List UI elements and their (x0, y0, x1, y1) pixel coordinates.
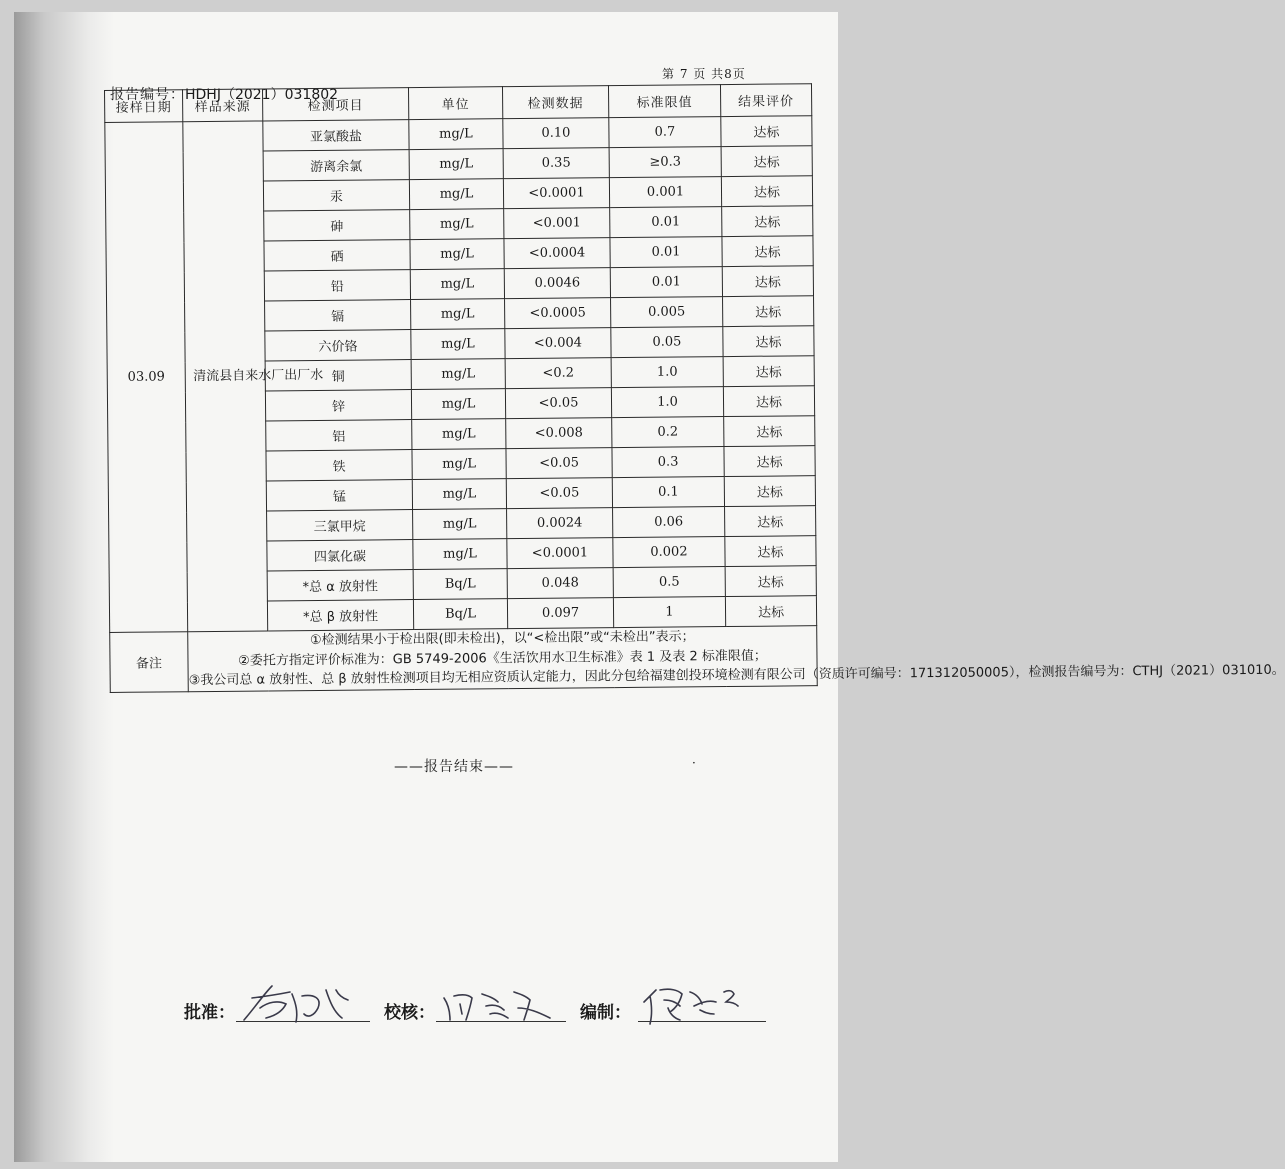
evaluation: 达标 (725, 506, 816, 537)
unit: mg/L (412, 449, 506, 480)
test-value: <0.05 (506, 448, 612, 479)
evaluation: 达标 (722, 236, 813, 267)
test-item: 铅 (264, 270, 410, 301)
unit: Bq/L (413, 599, 507, 630)
test-item: 三氯甲烷 (267, 510, 413, 541)
evaluation: 达标 (723, 386, 814, 417)
standard-limit: 0.1 (612, 477, 724, 508)
test-item: 铁 (266, 450, 412, 481)
evaluation: 达标 (721, 146, 812, 177)
test-value: 0.0046 (504, 268, 610, 299)
scan-speck: · (692, 756, 696, 770)
standard-limit: 0.05 (611, 327, 723, 358)
test-value: <0.05 (505, 388, 611, 419)
standard-limit: 0.001 (609, 177, 721, 208)
evaluation: 达标 (725, 566, 816, 597)
standard-limit: 0.7 (609, 117, 721, 148)
sample-source (183, 121, 324, 632)
test-item: *总 β 放射性 (267, 600, 413, 631)
test-item: 铝 (266, 420, 412, 451)
report-number-value: HDHJ（2021）031802 (185, 87, 339, 103)
unit: mg/L (409, 149, 503, 180)
test-value: <0.0001 (503, 178, 609, 209)
unit: Bq/L (413, 569, 507, 600)
test-value: <0.0004 (504, 238, 610, 269)
results-table (104, 83, 1285, 692)
test-value: <0.2 (505, 358, 611, 389)
evaluation: 达标 (724, 476, 815, 507)
test-value: <0.0001 (507, 538, 613, 569)
test-value: 0.0024 (507, 508, 613, 539)
evaluation: 达标 (722, 266, 813, 297)
unit: mg/L (409, 179, 503, 210)
test-item: 锌 (265, 390, 411, 421)
evaluation: 达标 (724, 416, 815, 447)
signature-block (184, 980, 784, 1030)
review-signature (438, 980, 566, 1028)
review-label: 校核： (384, 1003, 435, 1023)
remarks-row (110, 626, 818, 692)
unit: mg/L (411, 359, 505, 390)
compile-label: 编制： (580, 1003, 631, 1023)
unit: mg/L (412, 419, 506, 450)
unit: mg/L (411, 389, 505, 420)
evaluation: 达标 (723, 326, 814, 357)
standard-limit: 0.01 (610, 207, 722, 238)
standard-limit: 0.01 (610, 237, 722, 268)
unit: mg/L (411, 329, 505, 360)
column-header-eval: 结果评价 (720, 84, 811, 117)
remark-line-1: ①检测结果小于检出限(即未检出)，以“<检出限”或“未检出”表示； (309, 629, 695, 649)
test-item: 镉 (265, 300, 411, 331)
standard-limit: 0.005 (611, 297, 723, 328)
column-header-source: 样品来源 (183, 89, 263, 122)
test-value: <0.05 (506, 478, 612, 509)
unit: mg/L (410, 269, 504, 300)
remarks-content (188, 626, 1285, 692)
sample-date: 03.09 (105, 122, 188, 633)
column-header-unit: 单位 (408, 87, 502, 120)
approve-signature (238, 980, 368, 1028)
evaluation: 达标 (725, 536, 816, 567)
test-value: 0.048 (507, 568, 613, 599)
standard-limit: 0.2 (612, 417, 724, 448)
column-header-limit: 标准限值 (608, 85, 720, 118)
test-item: 砷 (264, 210, 410, 241)
test-item: 亚氯酸盐 (263, 120, 409, 151)
sample-source-text: 清流县自来水厂出厂水 (193, 367, 324, 384)
column-header-value: 检测数据 (502, 86, 608, 119)
evaluation: 达标 (721, 176, 812, 207)
test-value: <0.008 (506, 418, 612, 449)
document-page (14, 12, 1285, 1162)
report-number-label: 报告编号： (110, 87, 185, 103)
evaluation: 达标 (721, 116, 812, 147)
test-item: *总 α 放射性 (267, 570, 413, 601)
test-value: 0.35 (503, 148, 609, 179)
standard-limit: 0.5 (613, 567, 725, 598)
standard-limit: 1.0 (611, 357, 723, 388)
test-value: <0.0005 (505, 298, 611, 329)
standard-limit: 0.06 (613, 507, 725, 538)
test-item: 汞 (263, 180, 409, 211)
evaluation: 达标 (725, 596, 816, 627)
unit: mg/L (413, 539, 507, 570)
evaluation: 达标 (724, 446, 815, 477)
report-end-marker: ——报告结束—— (394, 759, 514, 775)
remark-line-3: ③我公司总 α 放射性、总 β 放射性检测项目均无相应资质认定能力，因此分包给福建创投环境检测有限公司（资质许可编号：171312050005），检测报告编号为：CTHJ（2021）031010。 (188, 662, 1285, 689)
standard-limit: ≥0.3 (609, 147, 721, 178)
test-value: 0.097 (507, 598, 613, 629)
evaluation: 达标 (722, 206, 813, 237)
page-number: 第 7 页 共8页 (662, 67, 746, 81)
standard-limit: 1 (613, 597, 725, 628)
unit: mg/L (411, 299, 505, 330)
unit: mg/L (413, 509, 507, 540)
column-header-date: 接样日期 (105, 90, 183, 123)
unit: mg/L (409, 119, 503, 150)
test-item: 游离余氯 (263, 150, 409, 181)
unit: mg/L (410, 239, 504, 270)
column-header-item: 检测项目 (262, 88, 408, 121)
scan-gutter-shadow (14, 12, 114, 1162)
standard-limit: 1.0 (611, 387, 723, 418)
test-item: 六价铬 (265, 330, 411, 361)
unit: mg/L (410, 209, 504, 240)
test-value: 0.10 (503, 118, 609, 149)
remarks-label: 备注 (110, 632, 189, 692)
test-item: 铜 (265, 360, 411, 391)
standard-limit: 0.3 (612, 447, 724, 478)
test-item: 锰 (266, 480, 412, 511)
compile-signature (640, 980, 768, 1028)
standard-limit: 0.002 (613, 537, 725, 568)
evaluation: 达标 (723, 296, 814, 327)
test-item: 四氯化碳 (267, 540, 413, 571)
unit: mg/L (412, 479, 506, 510)
test-value: <0.004 (505, 328, 611, 359)
evaluation: 达标 (723, 356, 814, 387)
remark-line-2: ②委托方指定评价标准为：GB 5749-2006《生活饮用水卫生标准》表 1 及表 2 标准限值； (238, 648, 767, 669)
approve-label: 批准： (184, 1003, 235, 1023)
standard-limit: 0.01 (610, 267, 722, 298)
test-item: 硒 (264, 240, 410, 271)
test-value: <0.001 (504, 208, 610, 239)
